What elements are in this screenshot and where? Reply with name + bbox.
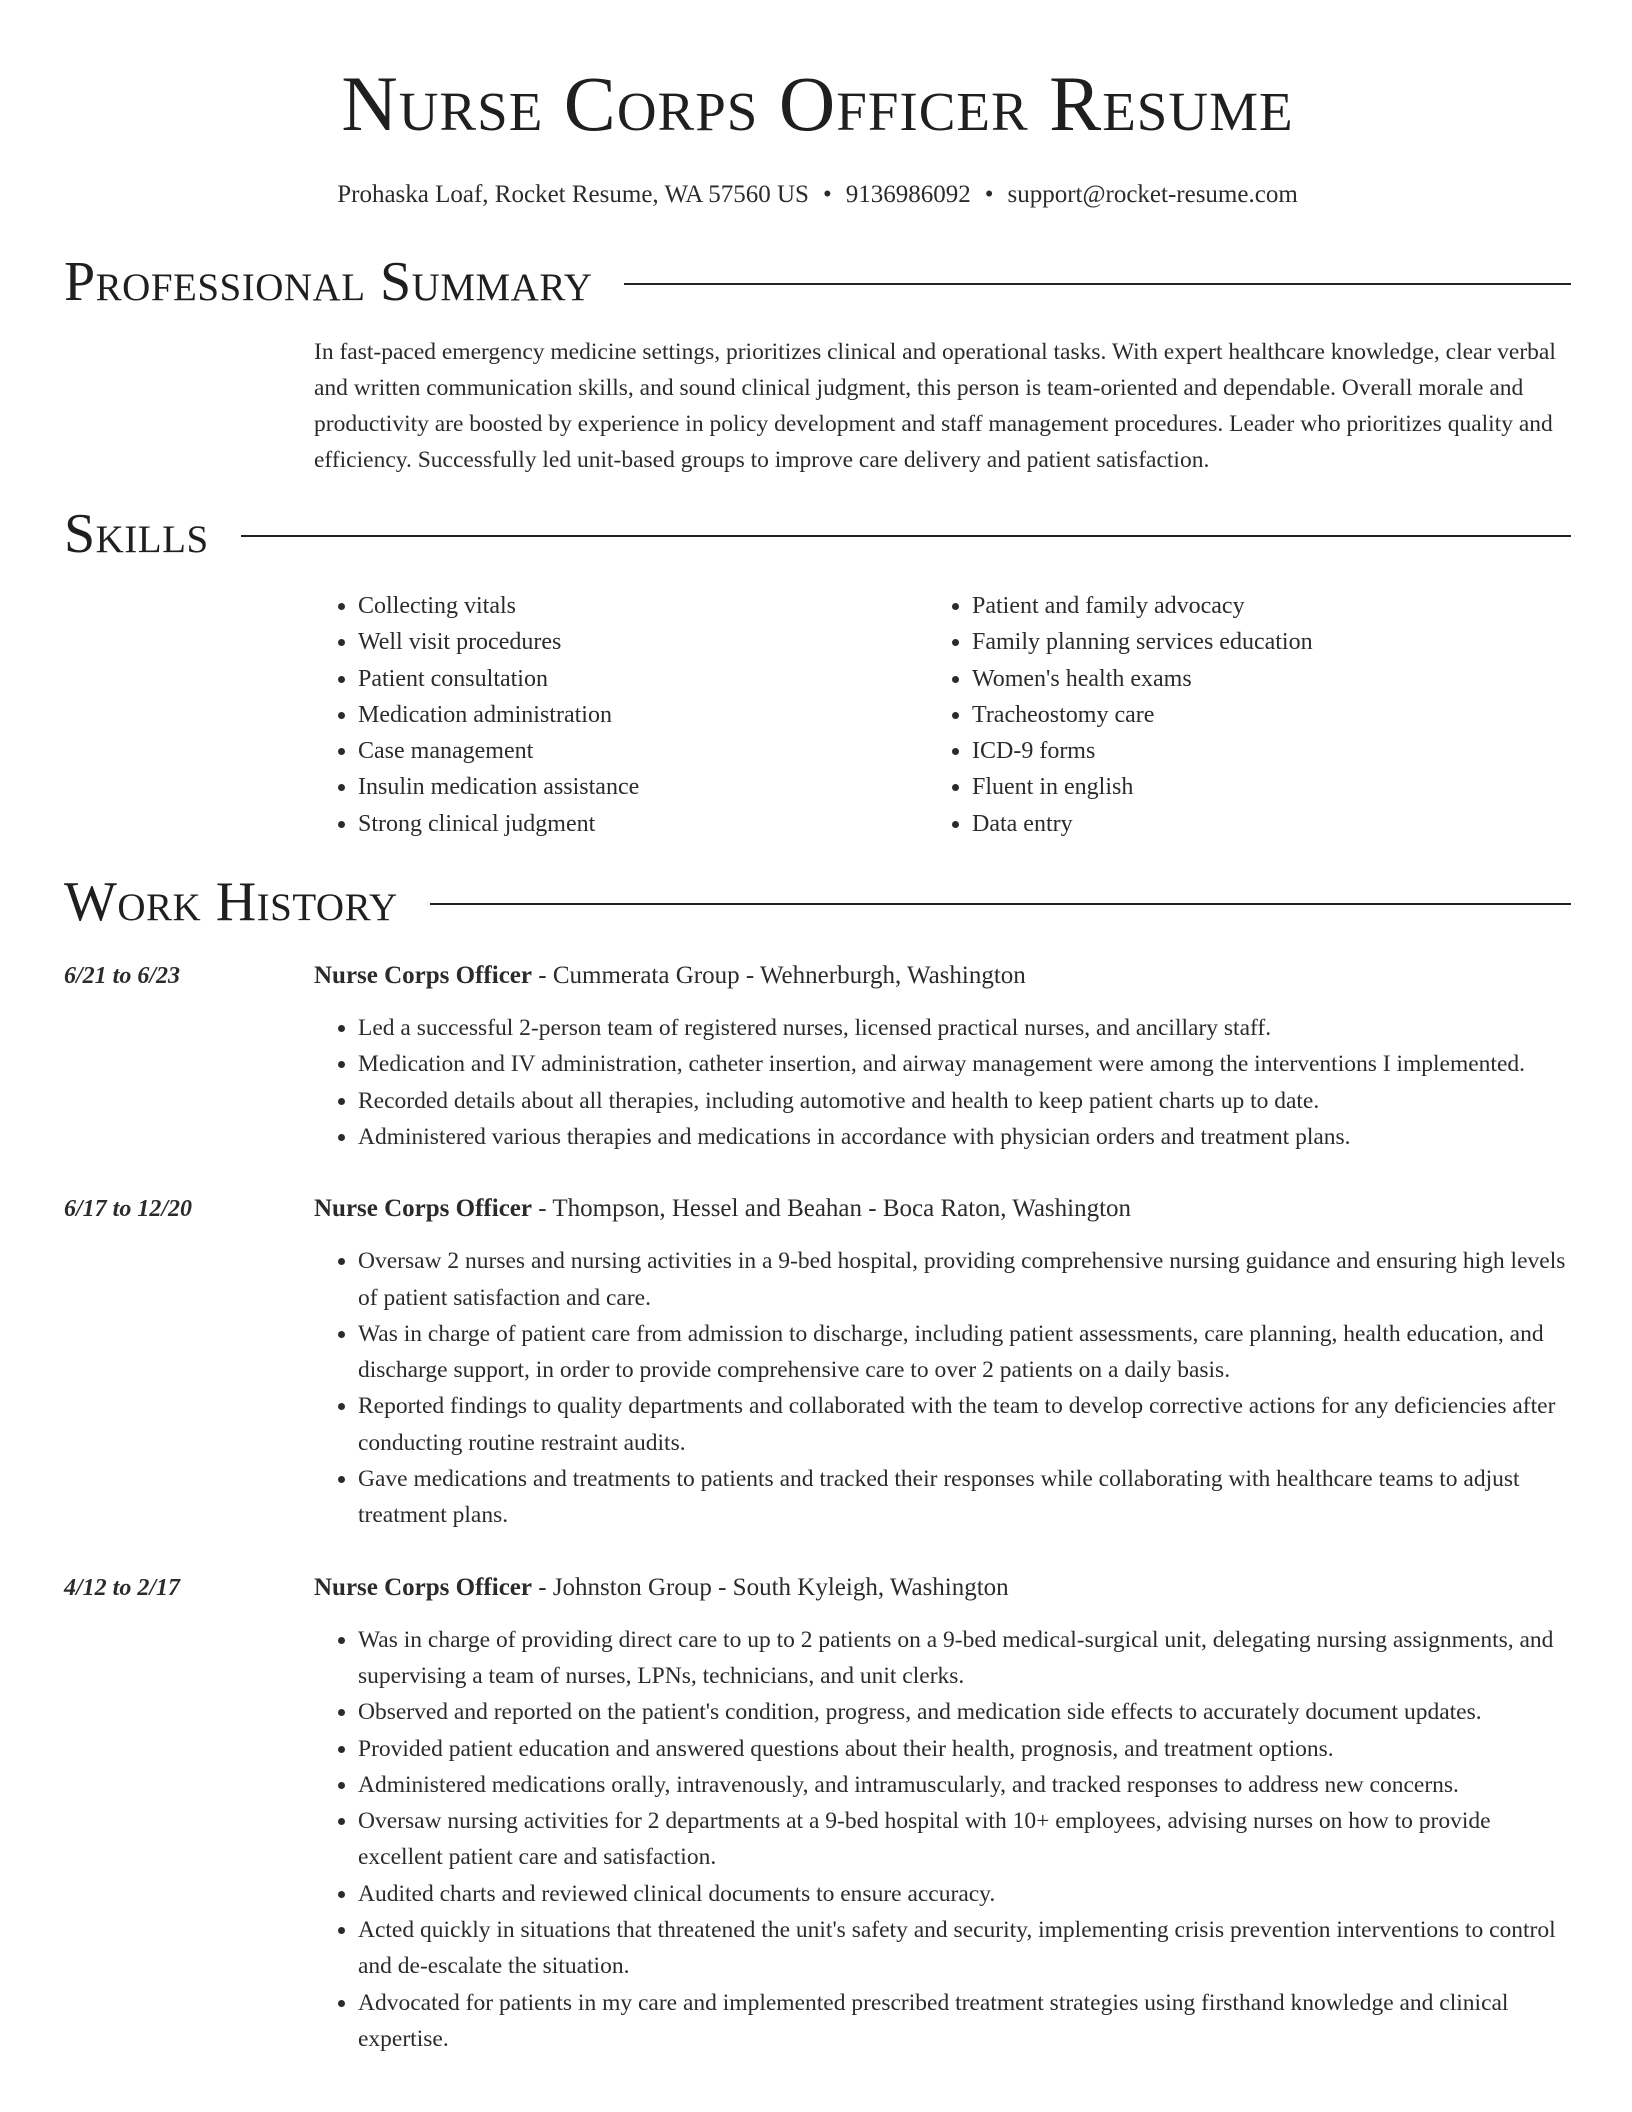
- job-employer: - Johnston Group - South Kyleigh, Washington: [532, 1573, 1009, 1601]
- job-bullet: • Led a successful 2-person team of registered nurses, licensed practical nurses, and ancillary staff.: [358, 1010, 1571, 1046]
- skill-item: • Fluent in english: [972, 769, 1542, 805]
- skill-item: • Data entry: [972, 806, 1542, 842]
- job-bullets: [314, 1010, 1571, 1155]
- skill-item: • Collecting vitals: [358, 588, 928, 624]
- job-bullet: • Oversaw 2 nurses and nursing activities in a 9-bed hospital, providing comprehensive nursing guidance and ensuring high levels of patient satisfaction and care.: [358, 1243, 1571, 1316]
- skills-heading: Skills: [64, 503, 209, 565]
- skills-column-right: [928, 588, 1542, 842]
- job-bullet: • Recorded details about all therapies, including automotive and health to keep patient charts up to date.: [358, 1083, 1571, 1119]
- job-heading: [314, 1191, 1571, 1227]
- job-bullet: • Oversaw nursing activities for 2 departments at a 9-bed hospital with 10+ employees, advising nurses on how to provide excellent patient care and satisfaction.: [358, 1803, 1571, 1876]
- job-entry: [64, 958, 1571, 1155]
- page-title: Nurse Corps Officer Resume: [341, 60, 1294, 147]
- job-bullet: • Reported findings to quality departments and collaborated with the team to develop corrective actions for any deficiencies after conducting routine restraint audits.: [358, 1388, 1571, 1461]
- skill-item: • Tracheostomy care: [972, 697, 1542, 733]
- job-bullet: • Gave medications and treatments to patients and tracked their responses while collaborating with healthcare teams to adjust treatment plans.: [358, 1461, 1571, 1534]
- job-bullet: • Observed and reported on the patient's condition, progress, and medication side effects to accurately document updates.: [358, 1694, 1571, 1730]
- job-bullet: • Administered various therapies and medications in accordance with physician orders and treatment plans.: [358, 1119, 1571, 1155]
- job-role: Nurse Corps Officer: [314, 1573, 532, 1601]
- section-divider: [624, 283, 1571, 285]
- contact-separator: •: [822, 181, 832, 208]
- summary-heading: Professional Summary: [64, 251, 593, 313]
- contact-line: [64, 178, 1571, 212]
- job-bullet: • Audited charts and reviewed clinical documents to ensure accuracy.: [358, 1876, 1571, 1912]
- job-bullet: • Was in charge of patient care from admission to discharge, including patient assessments, care planning, health education, and discharge support, in order to provide comprehensive care to over 2 patients on a daily basis.: [358, 1316, 1571, 1389]
- job-role: Nurse Corps Officer: [314, 1195, 532, 1223]
- skills-list: [314, 588, 1571, 842]
- job-bullet: • Was in charge of providing direct care to up to 2 patients on a 9-bed medical-surgical unit, delegating nursing assignments, and supervising a team of nurses, LPNs, technicians, and unit clerks.: [358, 1622, 1571, 1695]
- job-bullet: • Provided patient education and answered questions about their health, prognosis, and treatment options.: [358, 1731, 1571, 1767]
- skill-item: • ICD-9 forms: [972, 733, 1542, 769]
- skill-item: • Women's health exams: [972, 661, 1542, 697]
- job-employer: - Cummerata Group - Wehnerburgh, Washington: [532, 962, 1026, 990]
- skills-column-left: [314, 588, 928, 842]
- job-role: Nurse Corps Officer: [314, 962, 532, 990]
- job-dates: 6/21 to 6/23: [64, 963, 181, 990]
- job-employer: - Thompson, Hessel and Beahan - Boca Raton, Washington: [532, 1195, 1132, 1223]
- job-bullet: • Acted quickly in situations that threatened the unit's safety and security, implementing crisis prevention interventions to control and de-escalate the situation.: [358, 1912, 1571, 1985]
- section-divider: [241, 535, 1571, 537]
- work-heading: Work History: [64, 871, 398, 934]
- skill-item: • Case management: [358, 733, 928, 769]
- job-bullets: [314, 1622, 1571, 2058]
- job-dates: 6/17 to 12/20: [64, 1196, 193, 1223]
- work-section-header: [64, 868, 1571, 936]
- job-heading: [314, 1570, 1571, 1606]
- job-body: [314, 958, 1571, 1155]
- skill-item: • Family planning services education: [972, 624, 1542, 660]
- job-heading: [314, 958, 1571, 994]
- job-body: [314, 1570, 1571, 2058]
- skills-section-header: [64, 500, 1571, 568]
- job-entry: [64, 1191, 1571, 1533]
- skill-item: • Well visit procedures: [358, 624, 928, 660]
- job-dates: 4/12 to 2/17: [64, 1574, 181, 1601]
- contact-email: support@rocket-resume.com: [1007, 181, 1298, 208]
- job-bullet: • Advocated for patients in my care and implemented prescribed treatment strategies using firsthand knowledge and clinical expertise.: [358, 1985, 1571, 2058]
- summary-text: In fast-paced emergency medicine settings, prioritizes clinical and operational tasks. With expert healthcare knowledge, clear verbal and written communication skills, and sound clinical judgment, this person is team-oriented and dependable. Overall morale and productivity are boosted by experience in policy development and staff management procedures. Leader who prioritizes quality and efficiency. Successfully led unit-based groups to improve care delivery and patient satisfaction.: [314, 339, 1556, 473]
- section-divider: [430, 903, 1571, 905]
- job-entry: [64, 1570, 1571, 2058]
- skill-item: • Patient consultation: [358, 661, 928, 697]
- skill-item: • Strong clinical judgment: [358, 806, 928, 842]
- summary-section-header: [64, 248, 1571, 316]
- contact-address: Prohaska Loaf, Rocket Resume, WA 57560 US: [337, 181, 809, 208]
- contact-phone: 9136986092: [845, 181, 971, 208]
- contact-separator: •: [984, 181, 994, 208]
- job-bullet: • Medication and IV administration, catheter insertion, and airway management were among the interventions I implemented.: [358, 1046, 1571, 1082]
- job-body: [314, 1191, 1571, 1533]
- skill-item: • Patient and family advocacy: [972, 588, 1542, 624]
- skill-item: • Medication administration: [358, 697, 928, 733]
- job-bullet: • Administered medications orally, intravenously, and intramuscularly, and tracked responses to address new concerns.: [358, 1767, 1571, 1803]
- skill-item: • Insulin medication assistance: [358, 769, 928, 805]
- job-bullets: [314, 1243, 1571, 1533]
